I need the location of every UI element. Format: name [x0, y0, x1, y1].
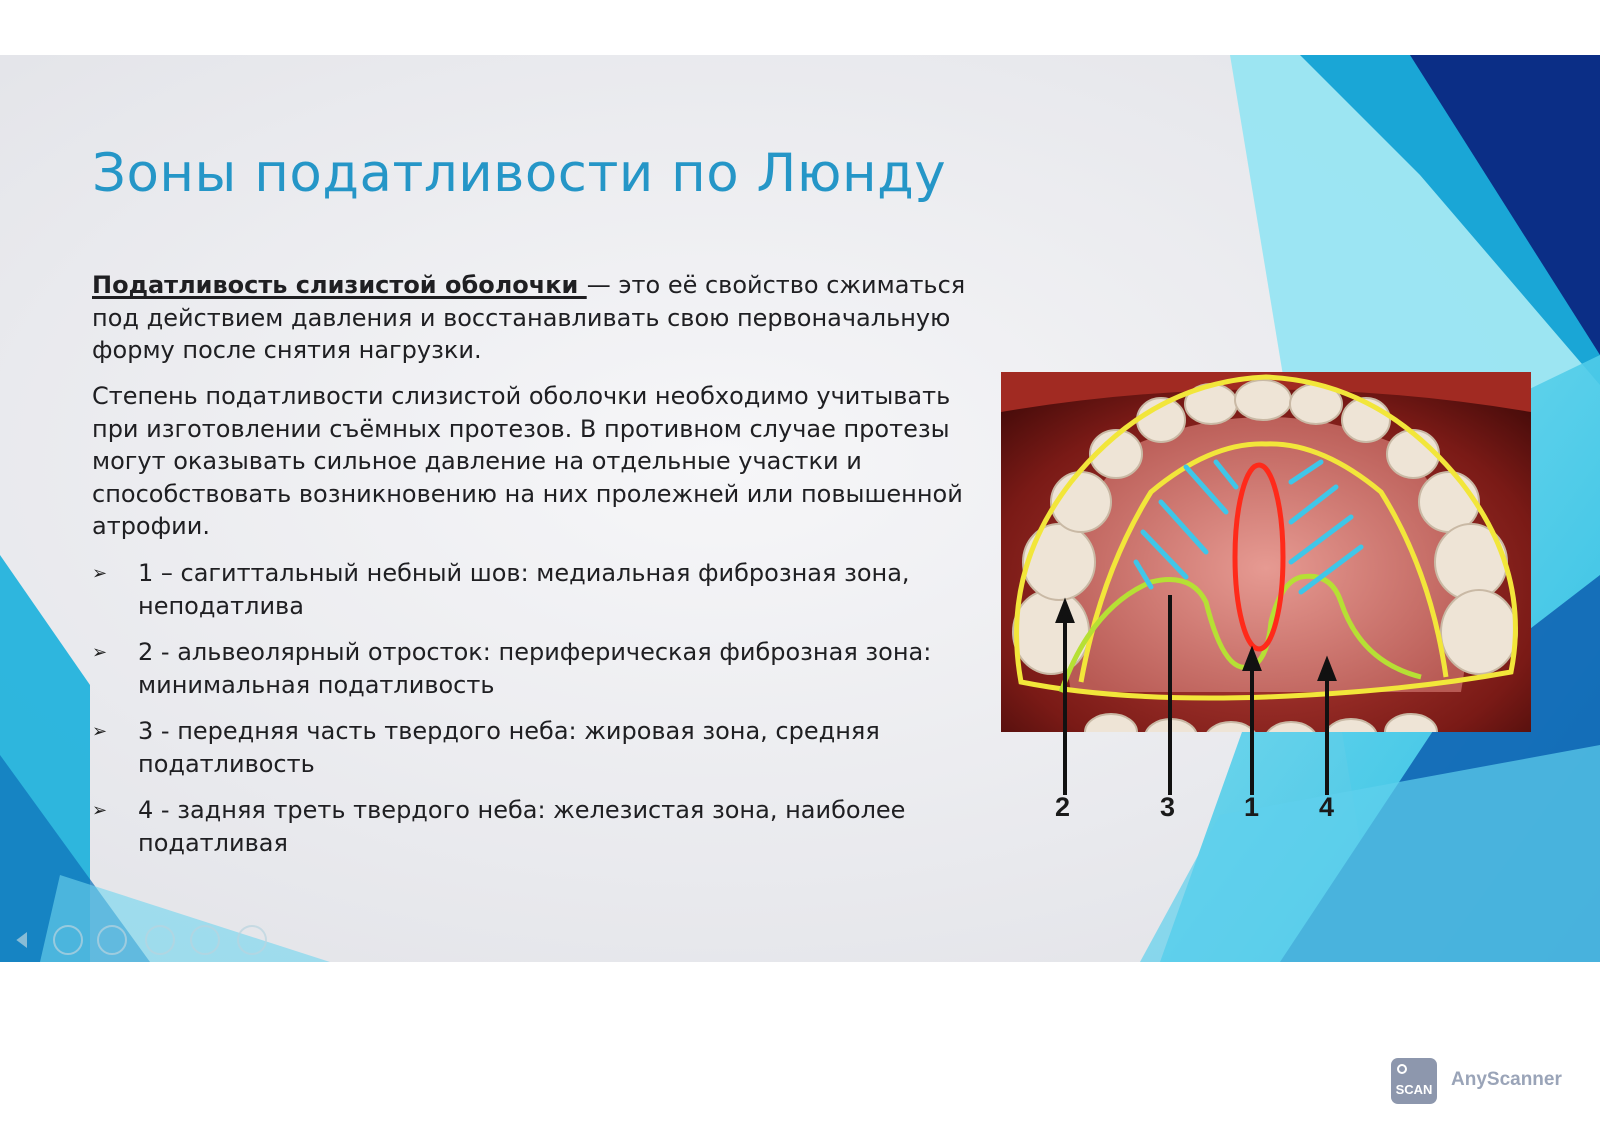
list-item [92, 715, 992, 781]
arrow-bullet-icon: ➢ [92, 642, 108, 663]
slide-title: Зоны податливости по Люнду [92, 143, 947, 204]
definition-paragraph [92, 269, 972, 367]
next-icon [54, 926, 82, 954]
list-item-text: 2 - альвеолярный отросток: периферическая фиброзная зона: минимальная податливость [138, 638, 932, 699]
zones-list [92, 557, 992, 873]
arrow-bullet-icon: ➢ [92, 721, 108, 742]
scan-app-icon [1390, 1057, 1438, 1105]
pen-icon [98, 926, 126, 954]
zoom-icon [191, 926, 219, 954]
figure-label: 2 [1055, 792, 1071, 822]
more-icon [238, 926, 266, 954]
list-item-text: 4 - задняя треть твердого неба: железистая зона, наиболее податливая [138, 796, 906, 857]
label-arrows [1040, 595, 1340, 800]
arrow-bullet-icon: ➢ [92, 563, 108, 584]
figure-label: 3 [1160, 792, 1176, 822]
list-item-text: 1 – сагиттальный небный шов: медиальная фиброзная зона, неподатлива [138, 559, 910, 620]
definition-text: — это её свойство сжиматься под действием давления и восстанавливать свою первоначальную форму после снятия нагрузки. [92, 271, 966, 364]
watermark-label: AnyScanner [1451, 1069, 1562, 1090]
list-item [92, 794, 992, 860]
presenter-toolbar [0, 920, 300, 960]
arrow-bullet-icon: ➢ [92, 800, 108, 821]
figure-label: 1 [1244, 792, 1260, 822]
slides-icon [146, 926, 174, 954]
previous-slide-icon [18, 934, 26, 946]
presentation-slide [0, 55, 1600, 962]
list-item [92, 636, 992, 702]
importance-paragraph: Степень податливости слизистой оболочки необходимо учитывать при изготовлении съёмных протезов. В противном случае протезы могут оказывать сильное давление на отдельные участки и способствовать возникновению на них пролежней или повышенной атрофии. [92, 382, 963, 540]
svg-text:SCAN: SCAN [1395, 1082, 1433, 1097]
figure-label: 4 [1319, 792, 1335, 822]
list-item-text: 3 - передняя часть твердого неба: жировая зона, средняя податливость [138, 717, 880, 778]
defined-term: Податливость слизистой оболочки [92, 271, 587, 299]
anyscanner-watermark [1390, 1057, 1590, 1105]
list-item [92, 557, 992, 623]
